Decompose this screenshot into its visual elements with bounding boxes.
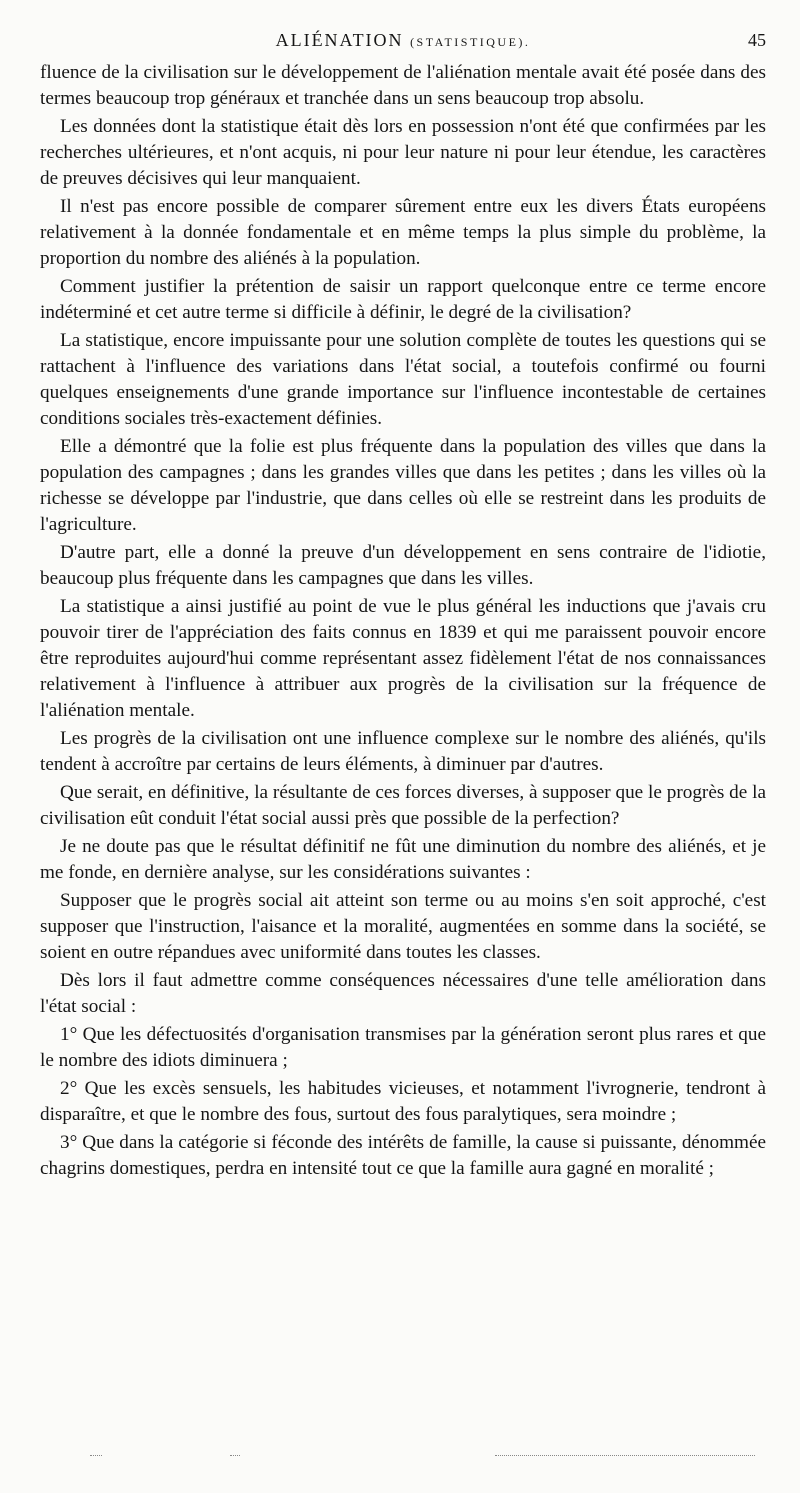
- list-item: 1° Que les défectuosités d'organisation transmises par la génération seront plus rares et que le nombre des idiots diminuera ;: [40, 1024, 766, 1071]
- page-number: 45: [748, 30, 766, 50]
- paragraph: Il n'est pas encore possible de comparer sûrement entre eux les divers États européens relativement à la donnée fondamentale et en même temps la plus simple du problème, la proportion du nombre des aliénés à la population.: [40, 196, 766, 269]
- running-title-main: ALIÉNATION: [275, 30, 404, 50]
- paragraph: Supposer que le progrès social ait atteint son terme ou au moins s'en soit approché, c'est supposer que l'instruction, l'aisance et la moralité, augmentées en somme dans la société, se soient en outre répandues avec uniformité dans toutes les classes.: [40, 890, 766, 963]
- paragraph: Les données dont la statistique était dès lors en possession n'ont été que confirmées par les recherches ultérieures, et n'ont acquis, ni pour leur nature ni pour leur étendue, les caractères de preuves décisives qui leur manquaient.: [40, 116, 766, 189]
- running-title: [40, 30, 766, 51]
- paragraph: Que serait, en définitive, la résultante de ces forces diverses, à supposer que le progrès de la civilisation eût conduit l'état social aussi près que possible de la perfection?: [40, 782, 766, 829]
- running-header: [40, 30, 766, 54]
- body-text: [40, 60, 766, 1182]
- footer-dot-mark: [90, 1455, 102, 1457]
- paragraph: Dès lors il faut admettre comme conséquences nécessaires d'une telle amélioration dans l'état social :: [40, 970, 766, 1017]
- paragraph: fluence de la civilisation sur le développement de l'aliénation mentale avait été posée dans des termes beaucoup trop généraux et tranchée dans un sens beaucoup trop absolu.: [40, 62, 766, 109]
- list-item: 2° Que les excès sensuels, les habitudes vicieuses, et notamment l'ivrognerie, tendront à disparaître, et que le nombre des fous, surtout des fous paralytiques, sera moindre ;: [40, 1078, 766, 1125]
- footer-dot-mark: [230, 1455, 240, 1457]
- footer-dotted-rule: [495, 1455, 755, 1457]
- paragraph: Les progrès de la civilisation ont une influence complexe sur le nombre des aliénés, qu'ils tendent à accroître par certains de leurs éléments, à diminuer par d'autres.: [40, 728, 766, 775]
- paragraph: Je ne doute pas que le résultat définitif ne fût une diminution du nombre des aliénés, et je me fonde, en dernière analyse, sur les considérations suivantes :: [40, 836, 766, 883]
- paragraph: Comment justifier la prétention de saisir un rapport quelconque entre ce terme encore indéterminé et cet autre terme si difficile à définir, le degré de la civilisation?: [40, 276, 766, 323]
- paragraph: Elle a démontré que la folie est plus fréquente dans la population des villes que dans la population des campagnes ; dans les grandes villes que dans les petites ; dans les villes où la richesse se développe par l'industrie, que dans celles où elle se restreint dans les produits de l'agriculture.: [40, 436, 766, 535]
- running-title-subtitle: (STATISTIQUE).: [410, 35, 531, 49]
- paragraph: D'autre part, elle a donné la preuve d'un développement en sens contraire de l'idiotie, beaucoup plus fréquente dans les campagnes que dans les villes.: [40, 542, 766, 589]
- paragraph: La statistique a ainsi justifié au point de vue le plus général les inductions que j'avais cru pouvoir tirer de l'appréciation des faits connus en 1839 et qui me paraissent pouvoir encore être reproduites aujourd'hui comme représentant assez fidèlement l'état de nos connaissances relativement à l'influence à attribuer aux progrès de la civilisation sur la fréquence de l'aliénation mentale.: [40, 596, 766, 721]
- paragraph: La statistique, encore impuissante pour une solution complète de toutes les questions qui se rattachent à l'influence des variations dans l'état social, a toutefois confirmé ou fourni quelques enseignements d'une grande importance sur l'influence incontestable de certaines conditions sociales très-exactement définies.: [40, 330, 766, 429]
- list-item: 3° Que dans la catégorie si féconde des intérêts de famille, la cause si puissante, dénommée chagrins domestiques, perdra en intensité tout ce que la famille aura gagné en moralité ;: [40, 1132, 766, 1179]
